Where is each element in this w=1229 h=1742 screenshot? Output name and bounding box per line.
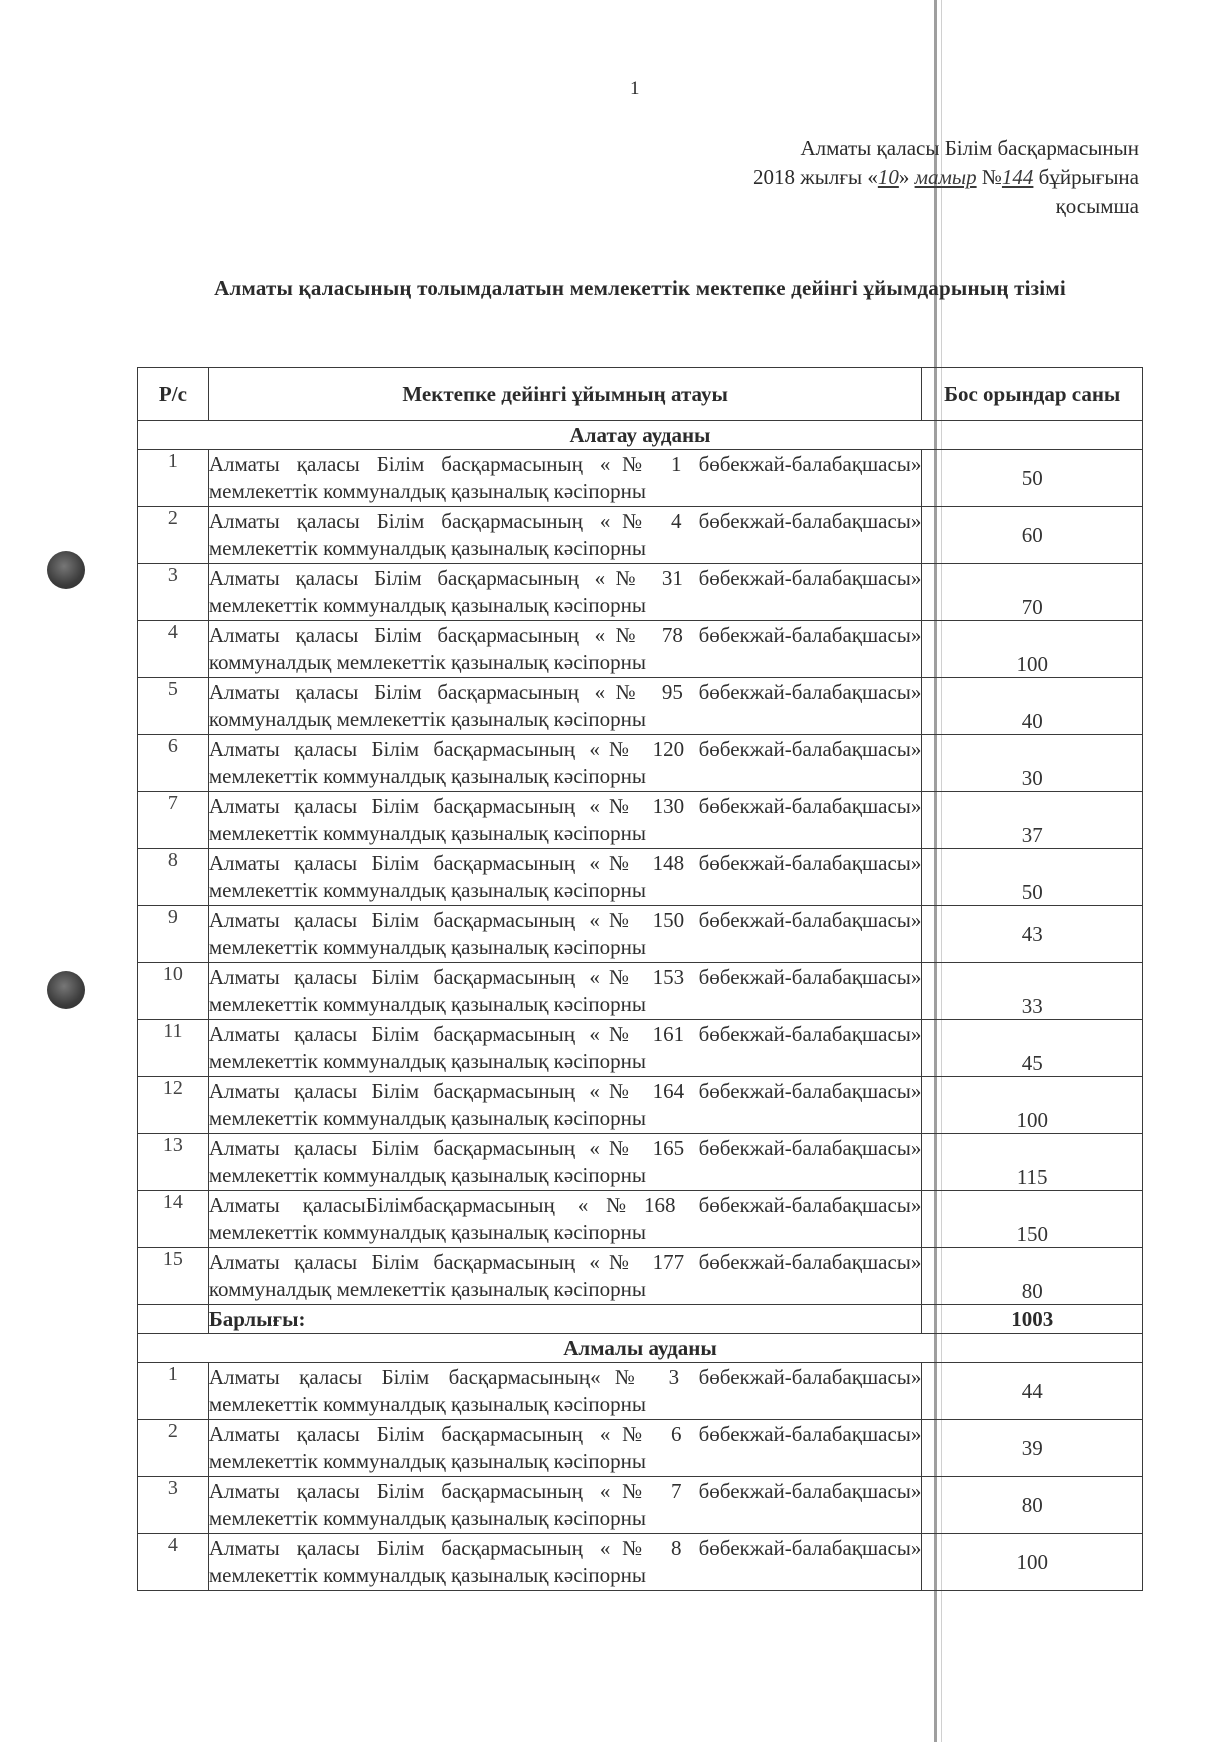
table-row	[138, 621, 1143, 678]
organization-name: Алматы қаласы Білім басқармасының «№ 150 бөбекжай-балабақшасы» мемлекеттік коммуналдық қазыналық кәсіпорны	[208, 906, 922, 963]
free-seats: 30	[922, 735, 1143, 792]
row-number: 1	[138, 450, 209, 507]
table-row	[138, 1363, 1143, 1420]
free-seats: 80	[922, 1477, 1143, 1534]
table-row	[138, 1420, 1143, 1477]
row-number: 14	[138, 1191, 209, 1248]
table-row	[138, 792, 1143, 849]
row-number: 5	[138, 678, 209, 735]
organization-name: Алматы қаласы Білім басқармасының «№ 1 бөбекжай-балабақшасы» мемлекеттік коммуналдық қазыналық кәсіпорны	[208, 450, 922, 507]
appendix-line-3: қосымша	[1055, 194, 1139, 218]
free-seats: 100	[922, 621, 1143, 678]
organization-name: Алматы қаласы Білім басқармасының«№ 3 бөбекжай-балабақшасы» мемлекеттік коммуналдық қазыналық кәсіпорны	[208, 1363, 922, 1420]
appendix-note	[579, 134, 1139, 221]
organization-name: Алматы қаласы Білім басқармасының «№ 164 бөбекжай-балабақшасы» мемлекеттік коммуналдық қазыналық кәсіпорны	[208, 1077, 922, 1134]
row-number: 3	[138, 564, 209, 621]
row-number: 10	[138, 963, 209, 1020]
header-name: Мектепке дейінгі ұйымның атауы	[208, 368, 922, 421]
handwritten-day: 10	[877, 165, 899, 189]
district-name: Алмалы ауданы	[138, 1334, 1143, 1363]
appendix-order-suffix: бұйрығына	[1038, 165, 1139, 189]
free-seats: 33	[922, 963, 1143, 1020]
header-num: Р/с	[138, 368, 209, 421]
organization-name: Алматы қаласыБілімбасқармасының «№168 бөбекжай-балабақшасы» мемлекеттік коммуналдық қазыналық кәсіпорны	[208, 1191, 922, 1248]
table-row	[138, 906, 1143, 963]
organization-name: Алматы қаласы Білім басқармасының «№ 95 бөбекжай-балабақшасы» коммуналдық мемлекеттік қазыналық кәсіпорны	[208, 678, 922, 735]
organization-name: Алматы қаласы Білім басқармасының «№ 120 бөбекжай-балабақшасы» мемлекеттік коммуналдық қазыналық кәсіпорны	[208, 735, 922, 792]
row-number: 12	[138, 1077, 209, 1134]
row-number: 8	[138, 849, 209, 906]
free-seats: 45	[922, 1020, 1143, 1077]
organization-name: Алматы қаласы Білім басқармасының «№ 165 бөбекжай-балабақшасы» мемлекеттік коммуналдық қазыналық кәсіпорны	[208, 1134, 922, 1191]
row-number: 15	[138, 1248, 209, 1305]
free-seats: 50	[922, 849, 1143, 906]
organization-name: Алматы қаласы Білім басқармасының «№ 6 бөбекжай-балабақшасы» мемлекеттік коммуналдық қазыналық кәсіпорны	[208, 1420, 922, 1477]
row-number: 6	[138, 735, 209, 792]
free-seats: 39	[922, 1420, 1143, 1477]
handwritten-month: мамыр	[914, 165, 977, 189]
table-row	[138, 1020, 1143, 1077]
district-name: Алатау ауданы	[138, 421, 1143, 450]
organization-name: Алматы қаласы Білім басқармасының «№ 153 бөбекжай-балабақшасы» мемлекеттік коммуналдық қазыналық кәсіпорны	[208, 963, 922, 1020]
table-row	[138, 849, 1143, 906]
table-row	[138, 1477, 1143, 1534]
free-seats: 60	[922, 507, 1143, 564]
row-number: 2	[138, 507, 209, 564]
free-seats: 44	[922, 1363, 1143, 1420]
table-row	[138, 1077, 1143, 1134]
row-number: 1	[138, 1363, 209, 1420]
organization-name: Алматы қаласы Білім басқармасының «№ 8 бөбекжай-балабақшасы» мемлекеттік коммуналдық қазыналық кәсіпорны	[208, 1534, 922, 1591]
organization-name: Алматы қаласы Білім басқармасының «№ 4 бөбекжай-балабақшасы» мемлекеттік коммуналдық қазыналық кәсіпорны	[208, 507, 922, 564]
free-seats: 70	[922, 564, 1143, 621]
table-header-row	[138, 368, 1143, 421]
row-number: 3	[138, 1477, 209, 1534]
row-number: 4	[138, 621, 209, 678]
free-seats: 37	[922, 792, 1143, 849]
free-seats: 150	[922, 1191, 1143, 1248]
binder-hole	[47, 971, 85, 1009]
free-seats: 100	[922, 1077, 1143, 1134]
appendix-line-1: Алматы қаласы Білім басқармасынын	[800, 136, 1139, 160]
organization-name: Алматы қаласы Білім басқармасының «№ 177 бөбекжай-балабақшасы» коммуналдық мемлекеттік қазыналық кәсіпорны	[208, 1248, 922, 1305]
row-number: 13	[138, 1134, 209, 1191]
row-number: 9	[138, 906, 209, 963]
free-seats: 115	[922, 1134, 1143, 1191]
appendix-day-close: »	[898, 165, 910, 189]
binder-hole	[47, 551, 85, 589]
table-row	[138, 678, 1143, 735]
free-seats: 80	[922, 1248, 1143, 1305]
table-row	[138, 564, 1143, 621]
total-label: Барлығы:	[208, 1305, 922, 1334]
free-seats: 50	[922, 450, 1143, 507]
kindergarten-table	[137, 367, 1143, 1591]
organization-name: Алматы қаласы Білім басқармасының «№ 161 бөбекжай-балабақшасы» мемлекеттік коммуналдық қазыналық кәсіпорны	[208, 1020, 922, 1077]
table-row	[138, 450, 1143, 507]
table-body	[138, 421, 1143, 1591]
document-title: Алматы қаласының толымдалатын мемлекеттік мектепке дейінгі ұйымдарының тізімі	[214, 276, 1066, 300]
table-row	[138, 1534, 1143, 1591]
free-seats: 43	[922, 906, 1143, 963]
organization-name: Алматы қаласы Білім басқармасының «№ 78 бөбекжай-балабақшасы» коммуналдық мемлекеттік қазыналық кәсіпорны	[208, 621, 922, 678]
table-row	[138, 963, 1143, 1020]
appendix-year-prefix: 2018 жылғы «	[753, 165, 878, 189]
appendix-line-2	[579, 163, 1139, 192]
table-row	[138, 507, 1143, 564]
page-number: 1	[630, 78, 640, 99]
table-row	[138, 735, 1143, 792]
appendix-num-prefix: №	[981, 165, 1002, 189]
organization-name: Алматы қаласы Білім басқармасының «№ 130 бөбекжай-балабақшасы» мемлекеттік коммуналдық қазыналық кәсіпорны	[208, 792, 922, 849]
row-number: 7	[138, 792, 209, 849]
district-row	[138, 421, 1143, 450]
organization-name: Алматы қаласы Білім басқармасының «№ 31 бөбекжай-балабақшасы» мемлекеттік коммуналдық қазыналық кәсіпорны	[208, 564, 922, 621]
table-row	[138, 1134, 1143, 1191]
total-row	[138, 1305, 1143, 1334]
handwritten-order-number: 144	[1001, 165, 1034, 189]
total-value: 1003	[922, 1305, 1143, 1334]
table-row	[138, 1191, 1143, 1248]
organization-name: Алматы қаласы Білім басқармасының «№ 148 бөбекжай-балабақшасы» мемлекеттік коммуналдық қазыналық кәсіпорны	[208, 849, 922, 906]
free-seats: 40	[922, 678, 1143, 735]
total-empty-cell	[138, 1305, 209, 1334]
table-row	[138, 1248, 1143, 1305]
header-seats: Бос орындар саны	[922, 368, 1143, 421]
row-number: 2	[138, 1420, 209, 1477]
row-number: 11	[138, 1020, 209, 1077]
row-number: 4	[138, 1534, 209, 1591]
free-seats: 100	[922, 1534, 1143, 1591]
organization-name: Алматы қаласы Білім басқармасының «№ 7 бөбекжай-балабақшасы» мемлекеттік коммуналдық қазыналық кәсіпорны	[208, 1477, 922, 1534]
district-row	[138, 1334, 1143, 1363]
